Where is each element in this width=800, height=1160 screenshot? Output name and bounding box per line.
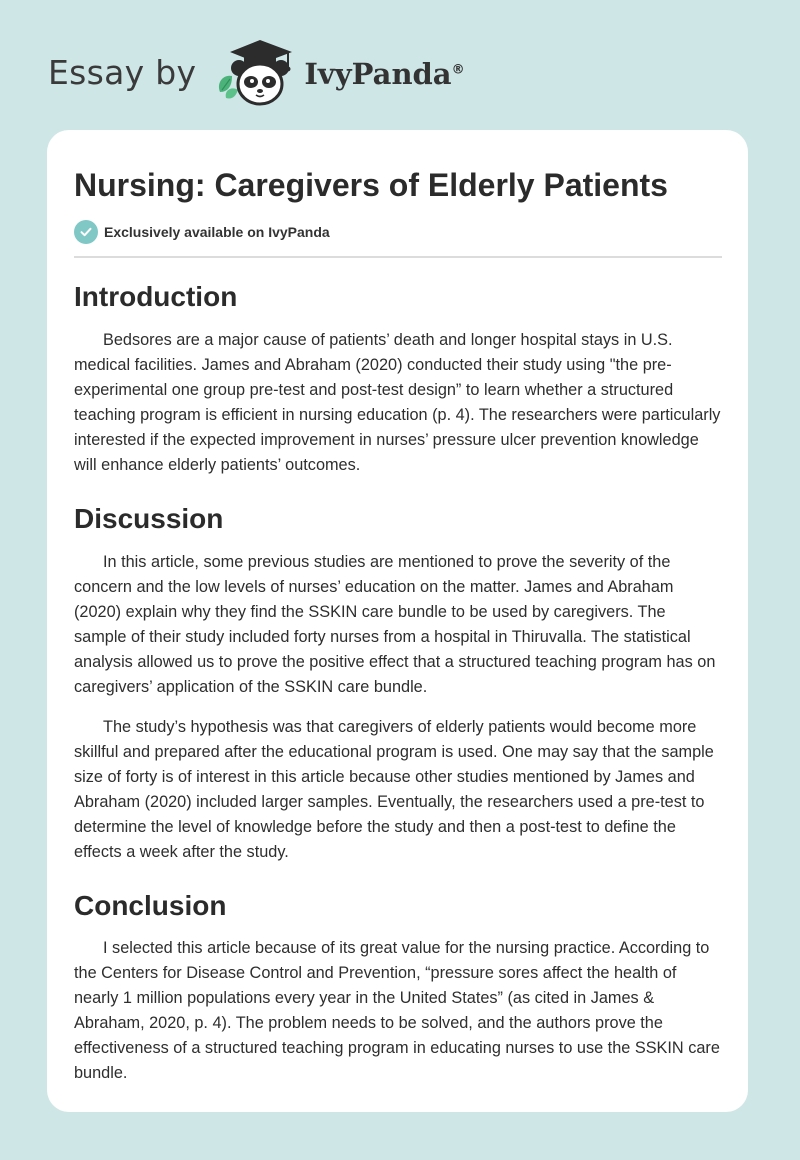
check-icon <box>74 220 98 244</box>
section-discussion <box>74 502 722 865</box>
paragraph: The study’s hypothesis was that caregivers of elderly patients would become more skillful and prepared after the educational program is used. One may say that the sample size of forty is of interest in this article because other studies mentioned by James and Abraham (2020) included larger samples. Eventually, the researchers used a pre-test to determine the level of knowledge before the study and then a post-test to define the effects a week after the study. <box>74 717 714 861</box>
page-title: Nursing: Caregivers of Elderly Patients <box>74 167 668 203</box>
essay-card <box>47 130 748 1112</box>
brand-name[interactable]: IvyPanda® <box>304 57 465 91</box>
paragraph: I selected this article because of its great value for the nursing practice. According to the Centers for Disease Control and Prevention, “pressure sores affect the health of nearly 1 million populations every year in the United States” (as cited in James & Abraham, 2020, p. 4). The problem needs to be solved, and the authors prove the effectiveness of a structured teaching program in educating nurses to use the SSKIN care bundle. <box>74 939 720 1083</box>
section-conclusion <box>74 889 722 1087</box>
section-heading: Discussion <box>74 502 224 534</box>
section-introduction <box>74 280 722 478</box>
exclusive-badge <box>74 220 722 258</box>
section-heading: Introduction <box>74 281 238 313</box>
paragraph: In this article, some previous studies are mentioned to prove the severity of the concern and the low levels of nurses’ education on the matter. James and Abraham (2020) explain why they find the SSKIN care bundle to be used by caregivers. The sample of their study included forty nurses from a hospital in Thiruvalla. The statistical analysis allowed us to prove the positive effect that a structured teaching program has on caregivers’ application of the SSKIN care bundle. <box>74 552 716 696</box>
exclusive-label: Exclusively available on IvyPanda <box>104 224 330 241</box>
site-header <box>48 32 465 112</box>
section-heading: Conclusion <box>74 889 227 921</box>
panda-mascot-icon <box>212 34 300 110</box>
essay-by-label: Essay by <box>48 52 197 92</box>
paragraph: Bedsores are a major cause of patients’ death and longer hospital stays in U.S. medical facilities. James and Abraham (2020) conducted their study using "the pre-experimental one group pre-test and post-test design” to learn whether a structured teaching program is efficient in nursing education (p. 4). The researchers were particularly interested if the expected improvement in nurses’ pressure ulcer prevention knowledge will enhance elderly patients’ outcomes. <box>74 330 721 474</box>
